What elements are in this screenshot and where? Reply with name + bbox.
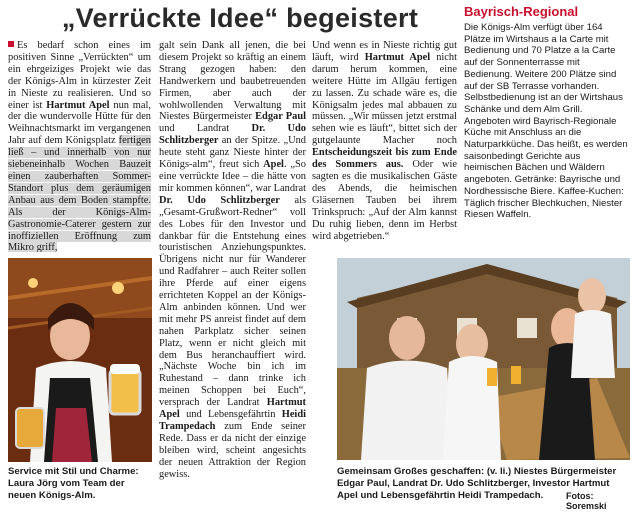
- col2-t5: als „Gesamt-Grußwort-Redner“ voll des Lobes für den Investor und dankbar für die Entstehung eines touristischen Anziehungspunktes. Übrigens nicht nur für Wanderer und Radfahrer – auch Reiter sollen ihre Pferde auf einer eigens errichteten Koppel an der Königs-Alm anbinden können. Und wer mit mehr PS anreist findet auf dem nahen Parkplatz sicher seinen Platz, wenn er nicht gleich mit dem Bus heranchauffiert wird. „Nächste Woche bin ich im Ruhestand – dann trinke ich meinen Schoppen bei Euch“, versprach der Landrat: [159, 194, 306, 409]
- col2-n4: Dr. Udo Schlitzberger: [159, 194, 280, 206]
- red-bullet-icon: [8, 41, 14, 47]
- sidebar-title: Bayrisch-Regional: [464, 4, 579, 19]
- col3-t3: Entscheidungszeit bis zum Ende des Sommers aus.: [312, 147, 457, 171]
- col2-t3: an der Spitze. „Und heute steht ganz Nieste hinter der Königs-alm“, freut sich: [159, 135, 306, 171]
- photo-waitress: [8, 258, 152, 462]
- article-column-3: [312, 40, 457, 258]
- photo-group: [337, 258, 630, 460]
- info-sidebar: [464, 22, 630, 258]
- article-column-2: [159, 40, 306, 506]
- col2-n3: Apel: [263, 159, 284, 171]
- col1-name: Hartmut Apel: [46, 99, 110, 111]
- col1-text3: fertigen ließ – und innerhalb von nur siebeneinhalb Wochen Bauzeit einen zauberhaften Sommer-Standort plus dem geräumigen Anbau aus dem Boden stampfte. Als der Königs-Alm-Gastronomie-Caterer gestern zur inoffiziellen Eröffnung zum Mikro griff,: [8, 135, 151, 252]
- caption-photo-group: Gemeinsam Großes geschaffen: (v. li.) Niestes Bürgermeister Edgar Paul, Landrat Dr. Udo Schlitzberger, Investor Hartmut Apel und Lebensgefährtin Heidi Trampedach.: [337, 466, 617, 501]
- caption-photo-waitress: Service mit Stil und Charme: Laura Jörg vom Team der neuen Königs-Alm.: [8, 466, 139, 501]
- col3-n1: Hartmut Apel: [364, 51, 431, 63]
- col2-t6: und Lebensgefährtin: [186, 409, 276, 421]
- col2-n1: Edgar Paul: [255, 111, 306, 123]
- col3-t2: nicht darum herum kommen, eine weitere Hütte im Allgäu fertigen zu lassen. Zu schade wäre es, die Königsalm jedes mal abbauen zu müssen. „Wir müssen jetzt erstmal sehen wie es läuft“, bittet sich der gutgelaunte Macher noch: [312, 51, 457, 147]
- photo-credit: Fotos: Soremski: [566, 491, 607, 511]
- sidebar-text: Die Königs-Alm verfügt über 164 Plätze im Wirtshaus a la Carte mit Bedienung und 70 Platze a la Carte auf der Sonnenterrasse mit Bedienung. Weitere 200 Plätze sind auf der SB Terrasse vorhanden. Selbstbedienung ist an der Wirtshaus Schänke und dem Alm Grill. Angeboten wird Bayrisch-Regionale Küche mit Anschluss an die Naturparkküche. Das heißt, es werden saisonbedingt Gerichte aus heimischen Bächen und Wäldern angeboten. Getränke: Bayrische und Nordhessische Biere. Kaffee-Kuchen: Täglich frischer Blechkuchen, Niester Riesen Waffeln.: [464, 22, 628, 221]
- col2-t4: . „So eine verrückte Idee – die hätte von mir kommen können“, war Landrat: [159, 159, 306, 194]
- headline: „Verrückte Idee“ begeistert: [61, 3, 419, 33]
- col1-text: Es bedarf schon eines im positiven Sinne „Verrückten“ um ein ehrgeiziges Projekt wie das der Königs-Alm in kürzester Zeit in Nieste zu realisieren. Und so einer ist: [8, 40, 151, 111]
- col2-t2: und Landrat: [159, 123, 230, 135]
- col2-t7: zum Ende seiner Rede. Dass er da nicht der einzige bleiben wird, scheint angesichts der neuen Attraktion der Region gewiss.: [159, 421, 306, 480]
- photo-waitress-illustration: [8, 258, 152, 462]
- col2-n6: Heidi Trampedach: [159, 409, 306, 432]
- col3-t4: Oder wie sagten es die musikalischen Gäste des Abends, die heimischen Gläsernen Tauben bei ihrem Trinkspruch: „Auf der Alm kannst Du ruhig lieben, denn im Herbst wird abgetrieben.“: [312, 159, 457, 242]
- col3-t1: Und wenn es in Nieste richtig gut läuft, wird: [312, 40, 457, 63]
- photo-group-illustration: [337, 258, 630, 460]
- col2-n5: Hartmut Apel: [159, 397, 306, 421]
- article-column-1: [8, 40, 151, 252]
- col2-n2: Dr. Udo Schlitzberger: [159, 123, 306, 147]
- col1-text2: nun mal, der die wundervolle Hütte für den Weihnachtsmarkt im vergangenen Jahr auf dem Königsplatz: [8, 99, 151, 147]
- col2-t1: galt sein Dank all jenen, die bei diesem Projekt so kräftig an einem Strang gezogen haben: den Handwerkern und baubetreuenden Firmen, aber auch der wohlwollenden Verwaltung mit Niestes Bürgermeister: [159, 40, 306, 123]
